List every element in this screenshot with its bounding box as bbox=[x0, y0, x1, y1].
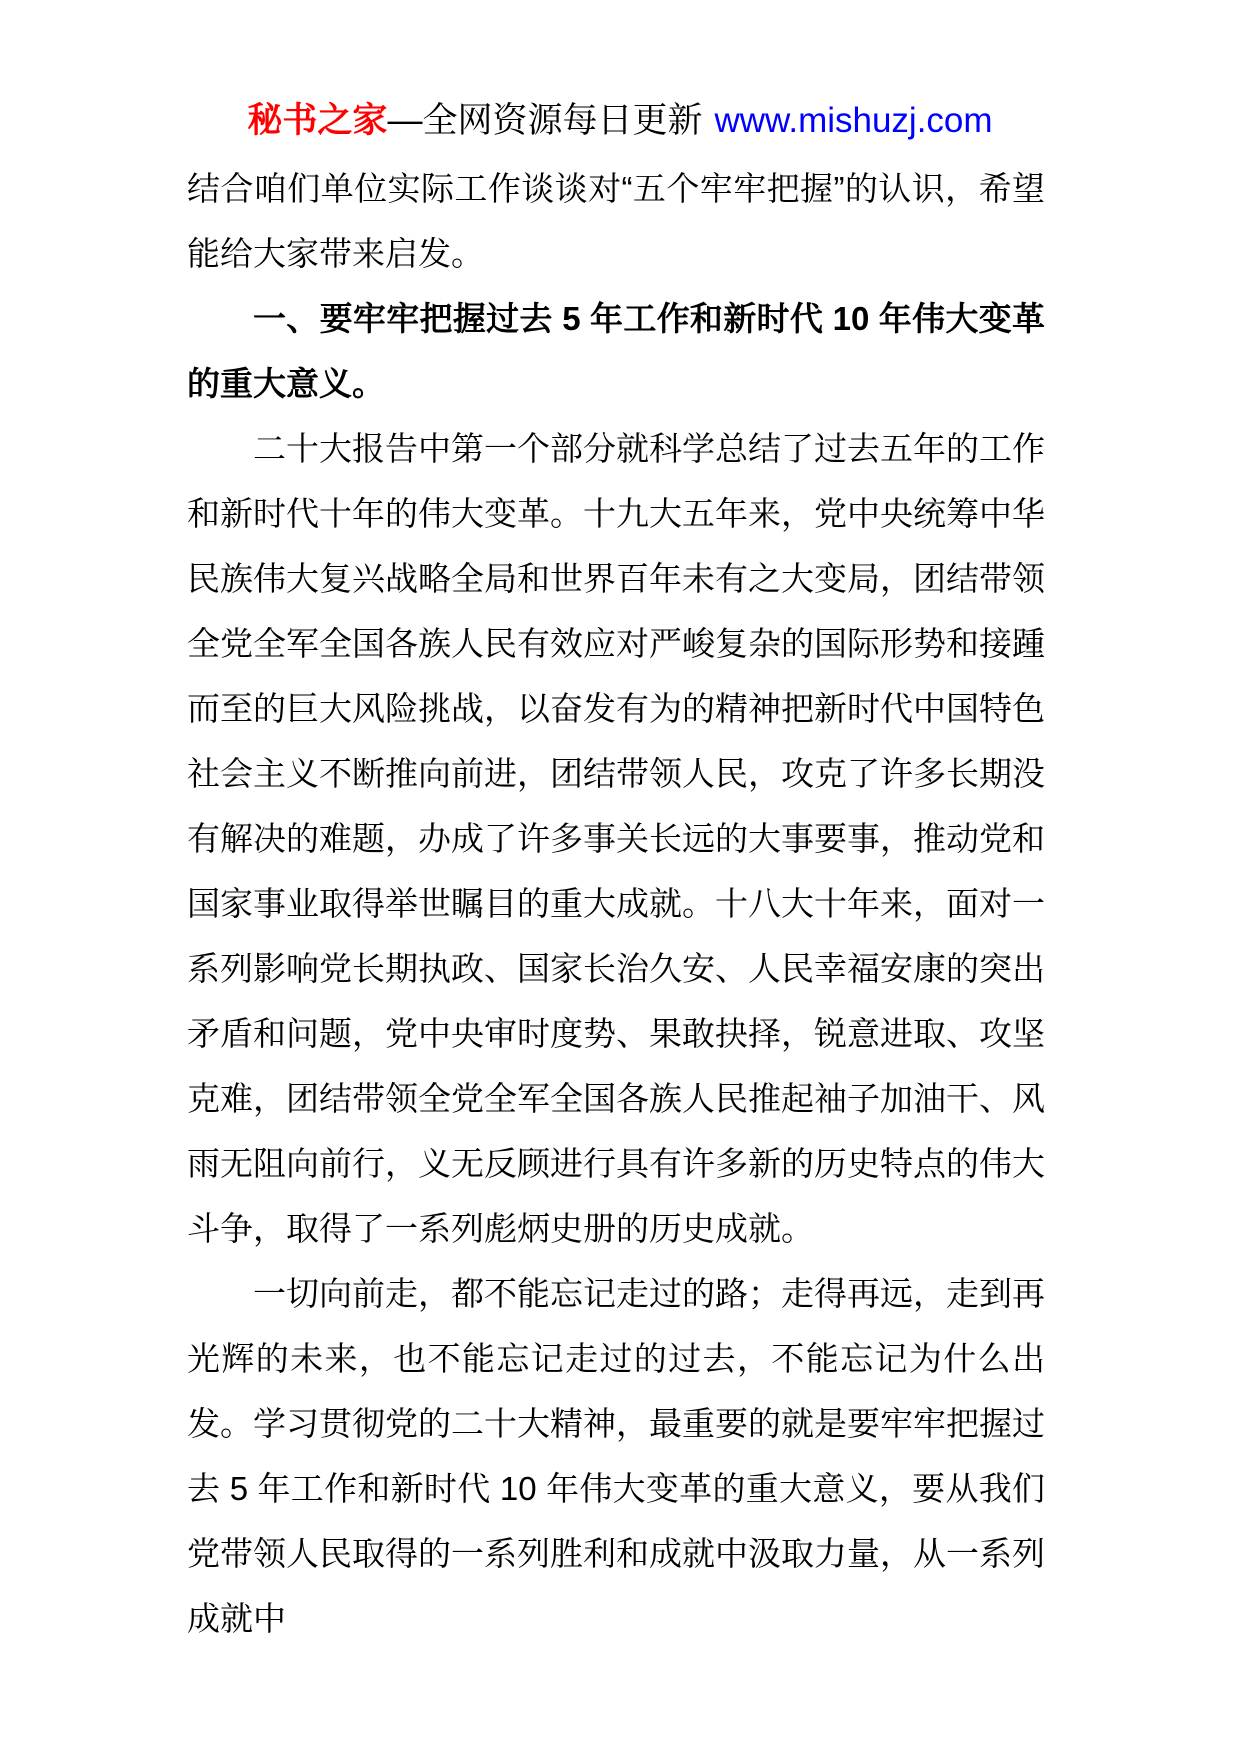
paragraph-body-1: 二十大报告中第一个部分就科学总结了过去五年的工作和新时代十年的伟大变革。十九大五年来，党中央统筹中华民族伟大复兴战略全局和世界百年未有之大变局，团结带领全党全军全国各族人民有效应对严峻复杂的国际形势和接踵而至的巨大风险挑战，以奋发有为的精神把新时代中国特色社会主义不断推向前进，团结带领人民，攻克了许多长期没有解决的难题，办成了许多事关长远的大事要事，推动党和国家事业取得举世瞩目的重大成就。十八大十年来，面对一系列影响党长期执政、国家长治久安、人民幸福安康的突出矛盾和问题，党中央审时度势、果敢抉择，锐意进取、攻坚克难，团结带领全党全军全国各族人民推起袖子加油干、风雨无阻向前行，义无反顾进行具有许多新的历史特点的伟大斗争，取得了一系列彪炳史册的历史成就。 bbox=[187, 430, 1045, 1247]
section-heading: 一、要牢牢把握过去 5 年工作和新时代 10 年伟大变革的重大意义。 bbox=[187, 300, 1045, 402]
document-body bbox=[187, 156, 1045, 1651]
paragraph-body-2: 一切向前走，都不能忘记走过的路；走得再远，走到再光辉的未来，也不能忘记走过的过去，不能忘记为什么出发。学习贯彻党的二十大精神，最重要的就是要牢牢把握过去 5 年工作和新时代 10 年伟大变革的重大意义，要从我们党带领人民取得的一系列胜利和成就中汲取力量，从一系列成就中 bbox=[187, 1275, 1045, 1637]
site-brand: 秘书之家 bbox=[247, 101, 388, 140]
header-tagline: 全网资源每日更新 bbox=[422, 101, 703, 140]
header-dash: — bbox=[387, 101, 423, 140]
website-link[interactable]: www.mishuzj.com bbox=[714, 101, 993, 140]
page-header bbox=[0, 100, 1240, 142]
paragraph-continuation: 结合咱们单位实际工作谈谈对“五个牢牢把握”的认识，希望能给大家带来启发。 bbox=[187, 170, 1045, 272]
